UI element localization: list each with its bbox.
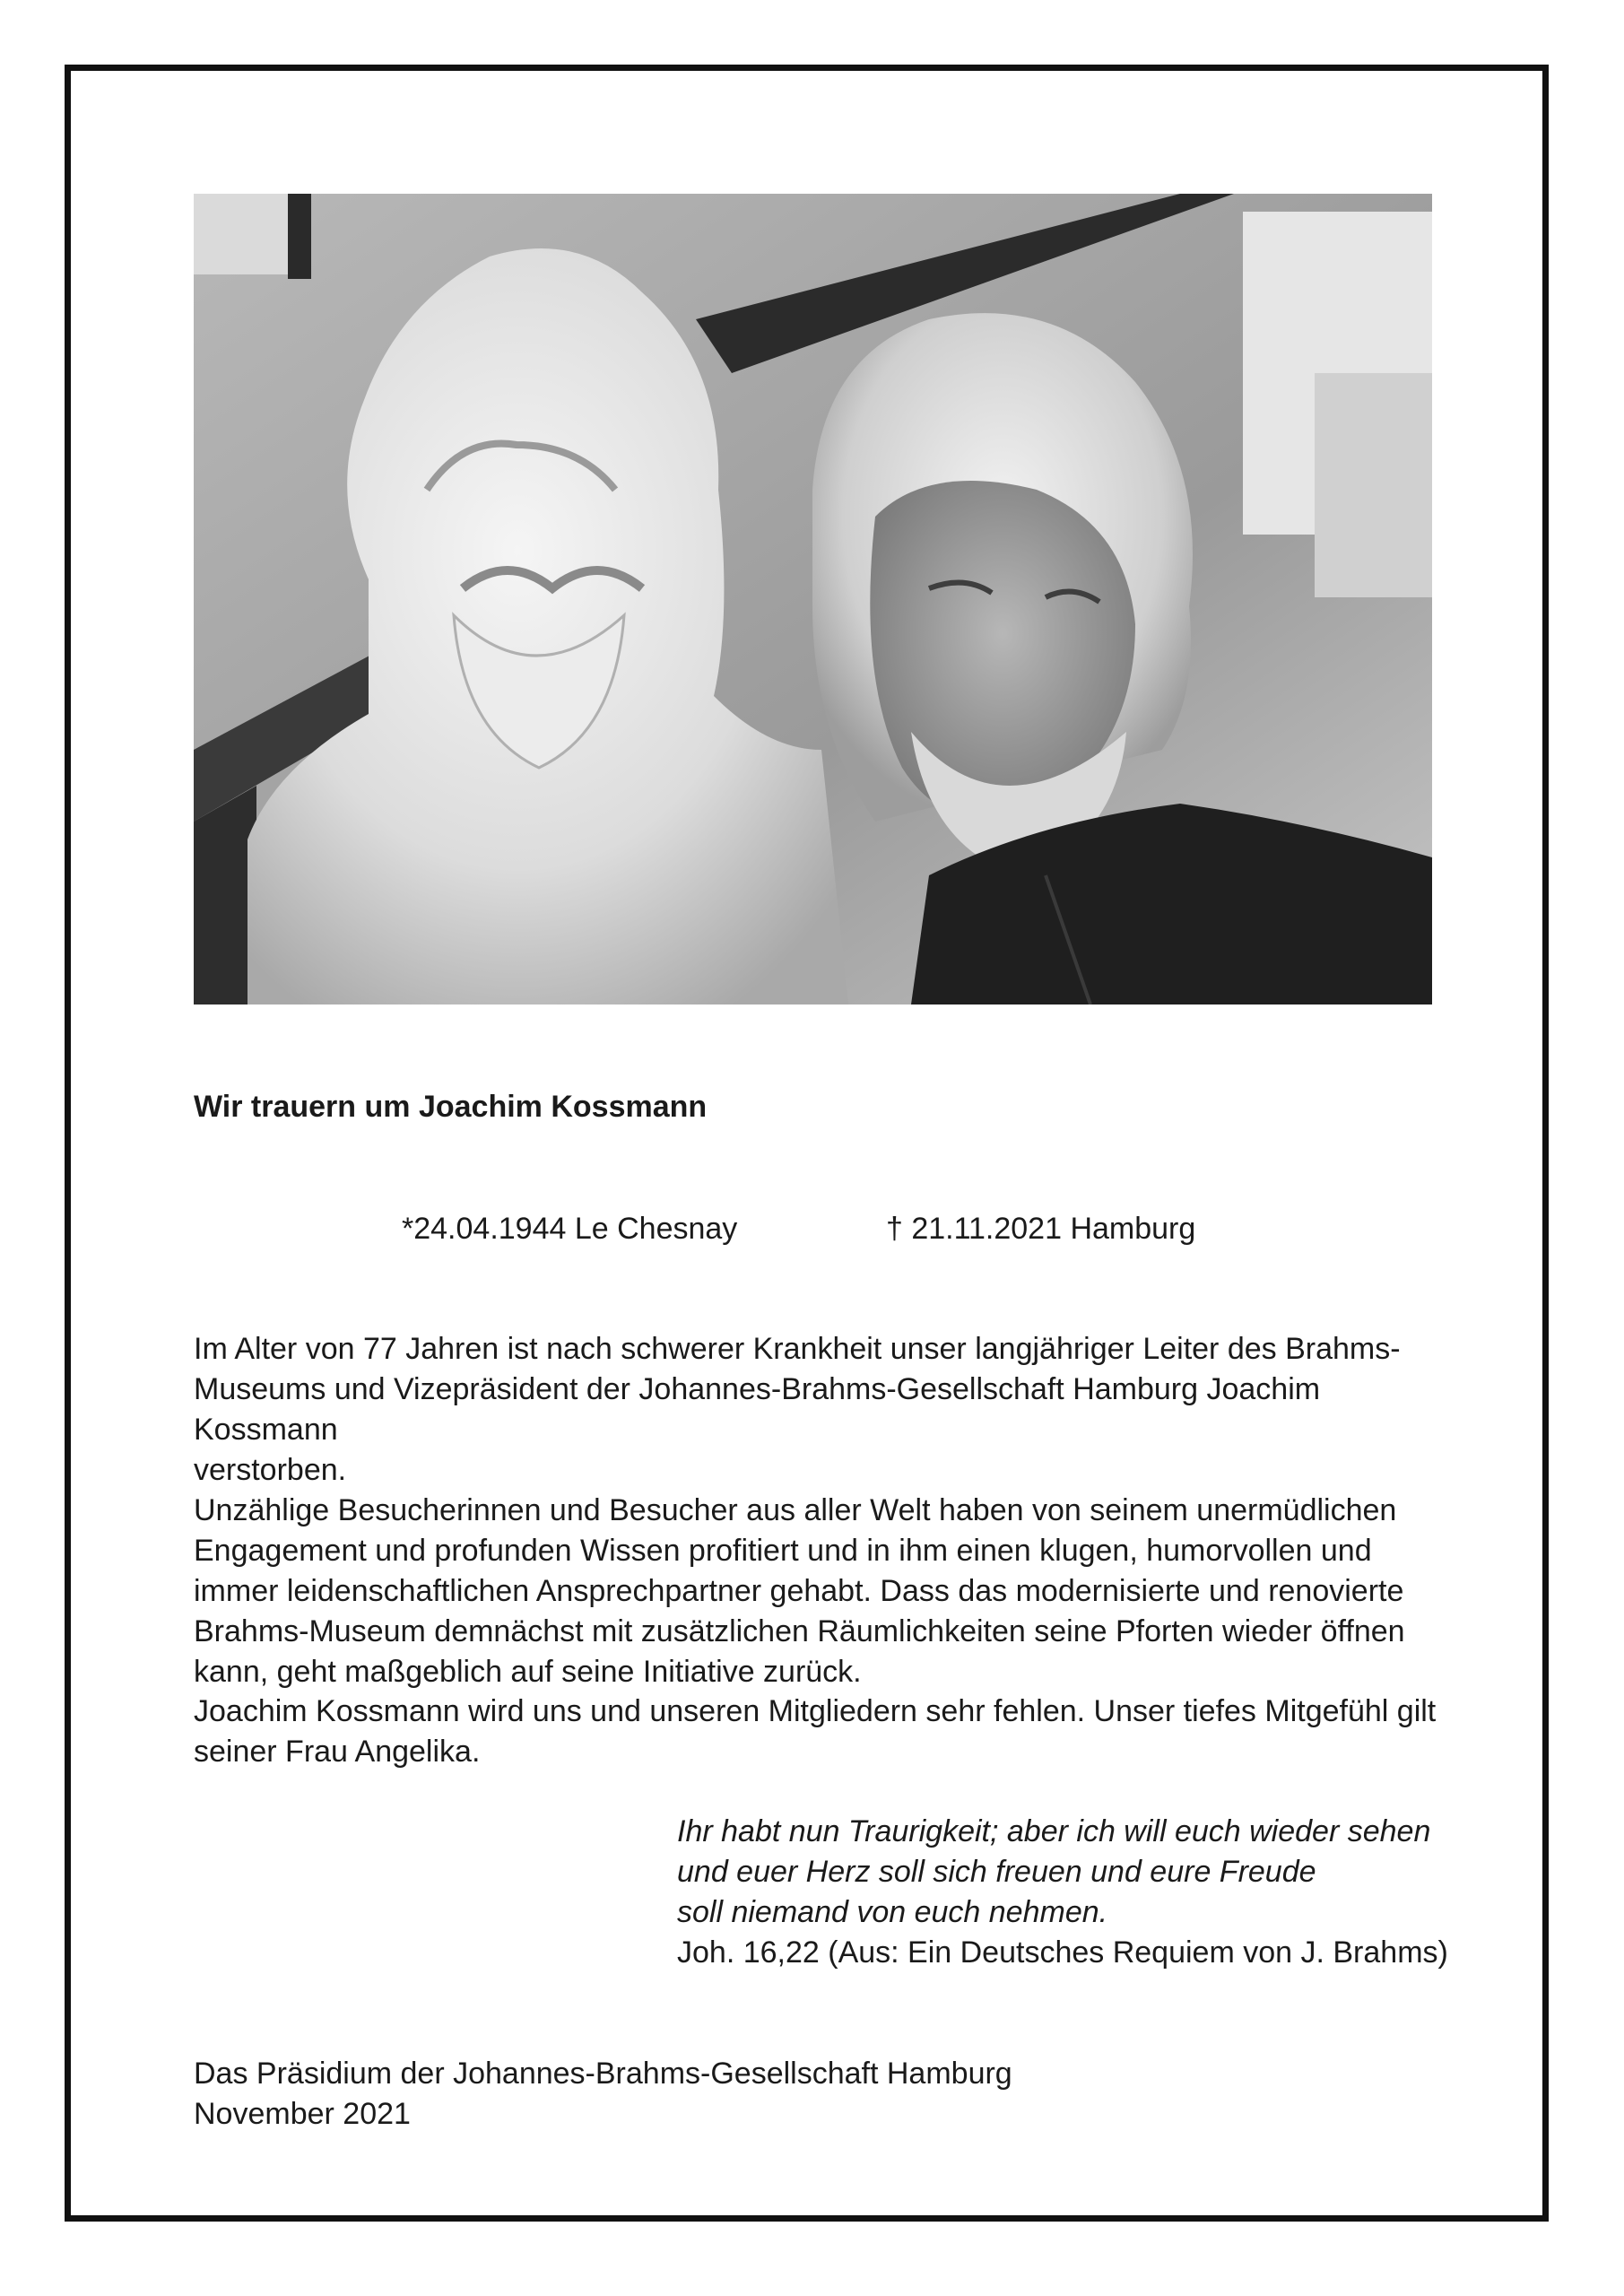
death-date: † 21.11.2021 Hamburg xyxy=(886,1212,1196,1246)
text-line: seiner Frau Angelika. xyxy=(194,1735,481,1769)
text-line: immer leidenschaftlichen Ansprechpartner gehabt. Dass das modernisierte und renovierte xyxy=(194,1574,1404,1608)
birth-date: *24.04.1944 Le Chesnay xyxy=(402,1212,738,1246)
text-line: verstorben. xyxy=(194,1453,347,1487)
bible-quote xyxy=(677,1812,1430,1933)
obituary-paragraph xyxy=(194,1329,1449,1692)
signoff-organization: Das Präsidium der Johannes-Brahms-Gesellschaft Hamburg xyxy=(194,2057,1012,2091)
condolence-paragraph xyxy=(194,1692,1449,1772)
quote-line: Ihr habt nun Traurigkeit; aber ich will euch wieder sehen xyxy=(677,1814,1431,1848)
quote-line: und euer Herz soll sich freuen und eure Freude xyxy=(677,1855,1316,1889)
quote-source: Joh. 16,22 (Aus: Ein Deutsches Requiem von J. Brahms) xyxy=(677,1935,1448,1970)
text-line: Museums und Vizepräsident der Johannes-Brahms-Gesellschaft Hamburg Joachim Kossmann xyxy=(194,1372,1321,1447)
portrait-photo xyxy=(194,194,1432,1004)
obituary-heading: Wir trauern um Joachim Kossmann xyxy=(194,1090,708,1124)
text-line: Im Alter von 77 Jahren ist nach schwerer Krankheit unser langjähriger Leiter des Brahms- xyxy=(194,1332,1401,1366)
text-line: Engagement und profunden Wissen profitiert und in ihm einen klugen, humorvollen und xyxy=(194,1534,1372,1568)
text-line: Brahms-Museum demnächst mit zusätzlichen Räumlichkeiten seine Pforten wieder öffnen xyxy=(194,1614,1405,1648)
signoff-date: November 2021 xyxy=(194,2097,411,2131)
text-line: kann, geht maßgeblich auf seine Initiative zurück. xyxy=(194,1655,862,1689)
portrait-photo-illustration xyxy=(194,194,1432,1004)
text-line: Unzählige Besucherinnen und Besucher aus aller Welt haben von seinem unermüdlichen xyxy=(194,1493,1397,1527)
text-line: Joachim Kossmann wird uns und unseren Mitgliedern sehr fehlen. Unser tiefes Mitgefühl gilt xyxy=(194,1694,1437,1728)
quote-line: soll niemand von euch nehmen. xyxy=(677,1895,1108,1929)
